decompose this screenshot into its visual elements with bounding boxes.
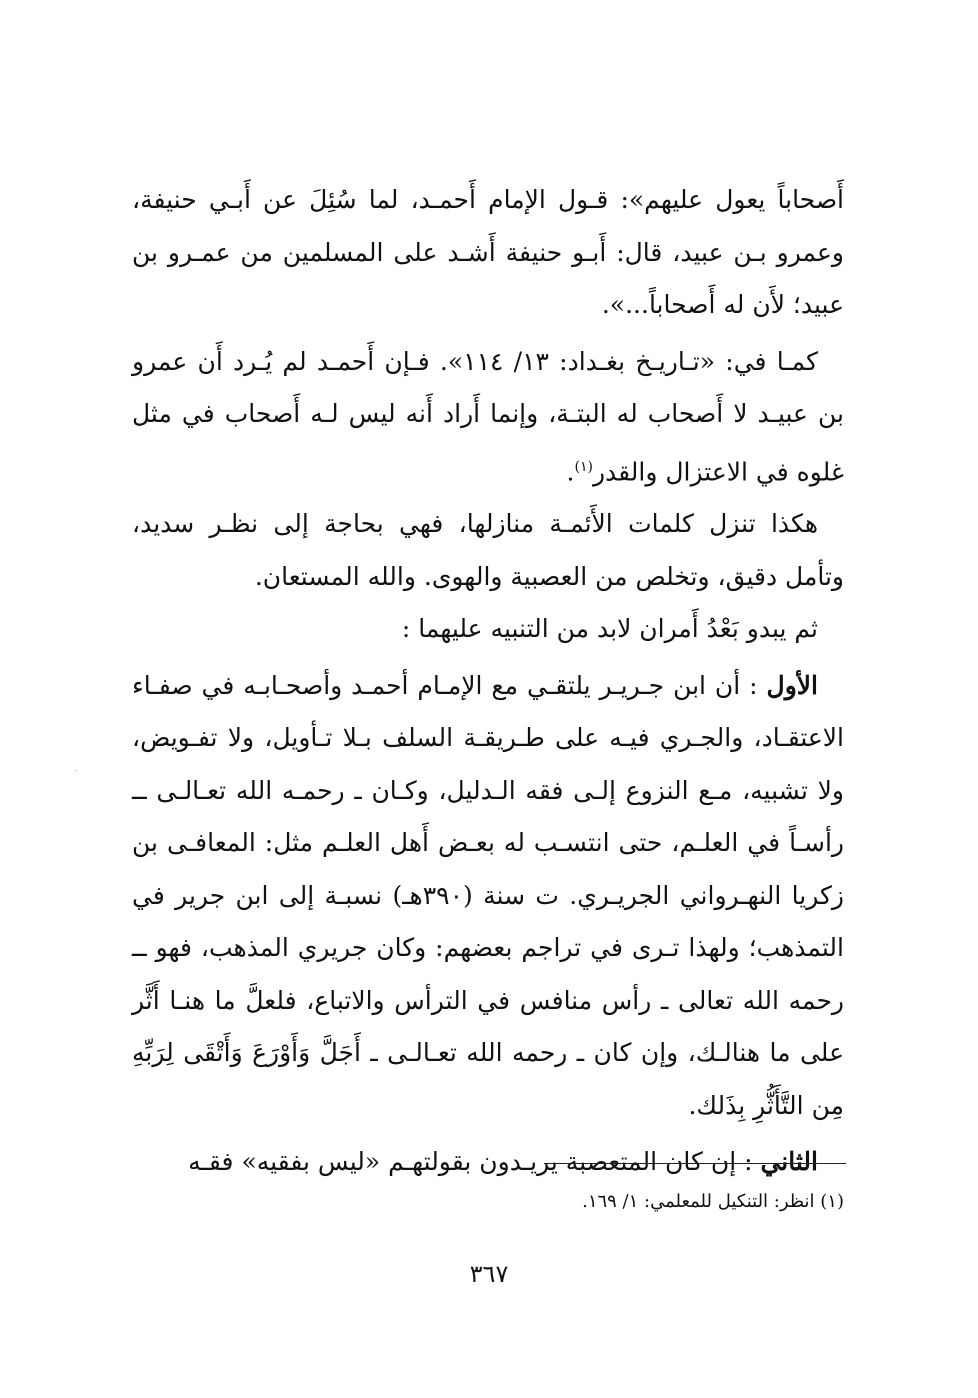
paragraph-2 (132, 336, 844, 499)
paragraph-3: هكذا تنزل كلمات الأَئمـة منازلها، فهي بحاجة إلى نظـر سديد، وتأمل دقيق، وتخلص من العصبية والهوى. والله المستعان. (132, 509, 844, 591)
page-number: ٣٦٧ (469, 1260, 509, 1288)
label-first: الأول (766, 670, 818, 700)
quranic-phrase: وَأَوْرَعَ وَأَتْقَى لِرَبِّهِ مِن التَّأَثُّرِ بِذَلك. (132, 1038, 844, 1120)
label-separator-2: : (736, 1147, 761, 1177)
footnote-reference: (١) (574, 458, 593, 475)
margin-mark (76, 770, 77, 771)
footnote-separator (544, 1163, 846, 1164)
label-second: الثاني (760, 1147, 818, 1177)
paragraph-1: أَصحاباً يعول عليهم»: قـول الإمام أَحمـد، لما سُئِلَ عن أَبـي حنيفة، وعمرو بـن عبيد، قال: أَبـو حنيفة أَشـد على المسلمين من عمـرو بن عبيد؛ لأَن له أَصحاباً...». (132, 185, 844, 319)
paragraph-2-end: . (566, 456, 575, 486)
body-text (132, 174, 844, 1189)
label-separator: : (740, 670, 767, 700)
footnote: (١) انظر: التنكيل للمعلمي: ١/ ١٦٩. (582, 1191, 844, 1212)
paragraph-2-text: كمـا في: «تـاريـخ بغـداد: ١٣/ ١١٤». فـإن أَحمـد لم يُـرد أَن عمرو بن عبيـد لا أَصحاب له البتـة، وإنما أَراد أَنه ليس لـه أَصحاب في مثل غلوه في الاعتزال والقدر (132, 346, 844, 486)
first-point-text: أن ابن جـريـر يلتقـي مع الإمـام أحمـد وأصحـابـه في صفـاء الاعتقـاد، والجـري فيـه على طـريقـة السلف بـلا تـأويل، ولا تفـويض، ولا تشبيه، مـع النزوع إلـى فقه الـدليل، وكـان ـ رحمـه الله تعـالـى ــ رأسـاً في العلـم، حتى انتسـب له بعـض أَهل العلـم مثل: المعافـى بن زكريا النهـرواني الجريـري. ت سنة (٣٩٠هـ) نسبـة إلى ابن جرير في التمذهب؛ ولهذا تـرى في تراجم بعضهم: وكان جريري المذهب، فهو ــ رحمه الله تعالى ـ رأس منافس في الترأس والاتباع، فلعلَّ ما هنـا أَثَّر على ما هنالـك، وإن كان ـ رحمه الله تعـالـى ـ أَجَلَّ (132, 670, 845, 1068)
second-point-text: إن كان المتعصبة يريـدون بقولتهـم «ليس بفقيه» فقـه (188, 1147, 737, 1177)
paragraph-first-point (132, 660, 844, 1133)
paragraph-4: ثم يبدو بَعْدُ أَمران لابد من التنبيه عليهما : (401, 614, 818, 644)
